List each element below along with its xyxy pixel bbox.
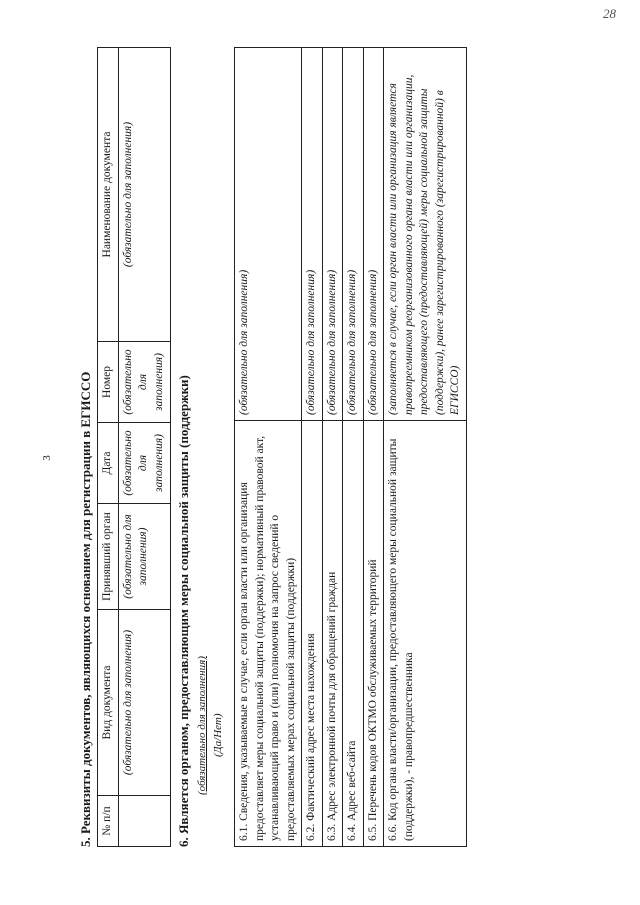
- row-label: 6.2. Фактический адрес места нахождения: [302, 421, 323, 847]
- table-row: [322, 48, 343, 847]
- table-row: [343, 48, 364, 847]
- table-row: [302, 48, 323, 847]
- page-number: 3: [40, 455, 53, 461]
- table-row: [384, 48, 467, 847]
- table-cell: (обязательно для заполнения): [118, 504, 170, 610]
- row-label: 6.3. Адрес электронной почты для обращений граждан: [322, 421, 343, 847]
- row-value: (обязательно для заполнения): [302, 48, 323, 421]
- handwritten-page-number: 28: [603, 6, 616, 21]
- header-cell: Вид документа: [98, 610, 119, 796]
- header-cell: Наименование документа: [98, 48, 119, 342]
- row-label: 6.4. Адрес веб-сайта: [343, 421, 364, 847]
- section6-heading: 6. Является органом, предоставляющим меры социальной защиты (поддержки): [176, 375, 191, 847]
- table-cell: [118, 796, 170, 847]
- table-row: [118, 48, 170, 847]
- section6-table: [234, 47, 467, 847]
- section6-yes-no: (Да/Нет): [212, 713, 224, 757]
- table-cell: (обязательно для заполнения): [118, 342, 170, 423]
- header-cell: Дата: [98, 423, 119, 504]
- table-row: [363, 48, 384, 847]
- section5-heading: 5. Реквизиты документов, являющихся основанием для регистрации в ЕГИССО: [78, 371, 93, 847]
- header-cell: № п/п: [98, 796, 119, 847]
- table-row: [235, 48, 302, 847]
- section5-table: [97, 47, 171, 847]
- table-header-row: [98, 48, 119, 847]
- row-value: (обязательно для заполнения): [235, 48, 302, 421]
- section6-sub-label: (обязательно для заполнения): [196, 656, 208, 795]
- row-value: (обязательно для заполнения): [363, 48, 384, 421]
- table-cell: (обязательно для заполнения): [118, 423, 170, 504]
- row-value: (обязательно для заполнения): [322, 48, 343, 421]
- table-cell: (обязательно для заполнения): [118, 48, 170, 342]
- header-cell: Принявший орган: [98, 504, 119, 610]
- row-label: 6.1. Сведения, указываемые в случае, если орган власти или организация предоставляет меры социальной защиты (поддержки); нормативный правовой акт, устанавливающий право и (или) полномочия на запрос сведений о предоставляемых мерах социальной защиты (поддержки): [235, 421, 302, 847]
- row-label: 6.6. Код органа власти/организации, предоставляющего меры социальной защиты (поддержки), - правопредшественника: [384, 421, 467, 847]
- table-cell: (обязательно для заполнения): [118, 610, 170, 796]
- row-value: (заполняется в случае, если орган власти или организация является правопреемником реорганизованного органа власти или организации, предоставляющего (предоставляющей) меры социальной защиты (поддержки), ранее зарегистрированного (зарегистрированной) в ЕГИССО): [384, 48, 467, 421]
- header-cell: Номер: [98, 342, 119, 423]
- row-value: (обязательно для заполнения): [343, 48, 364, 421]
- row-label: 6.5. Перечень кодов ОКТМО обслуживаемых территорий: [363, 421, 384, 847]
